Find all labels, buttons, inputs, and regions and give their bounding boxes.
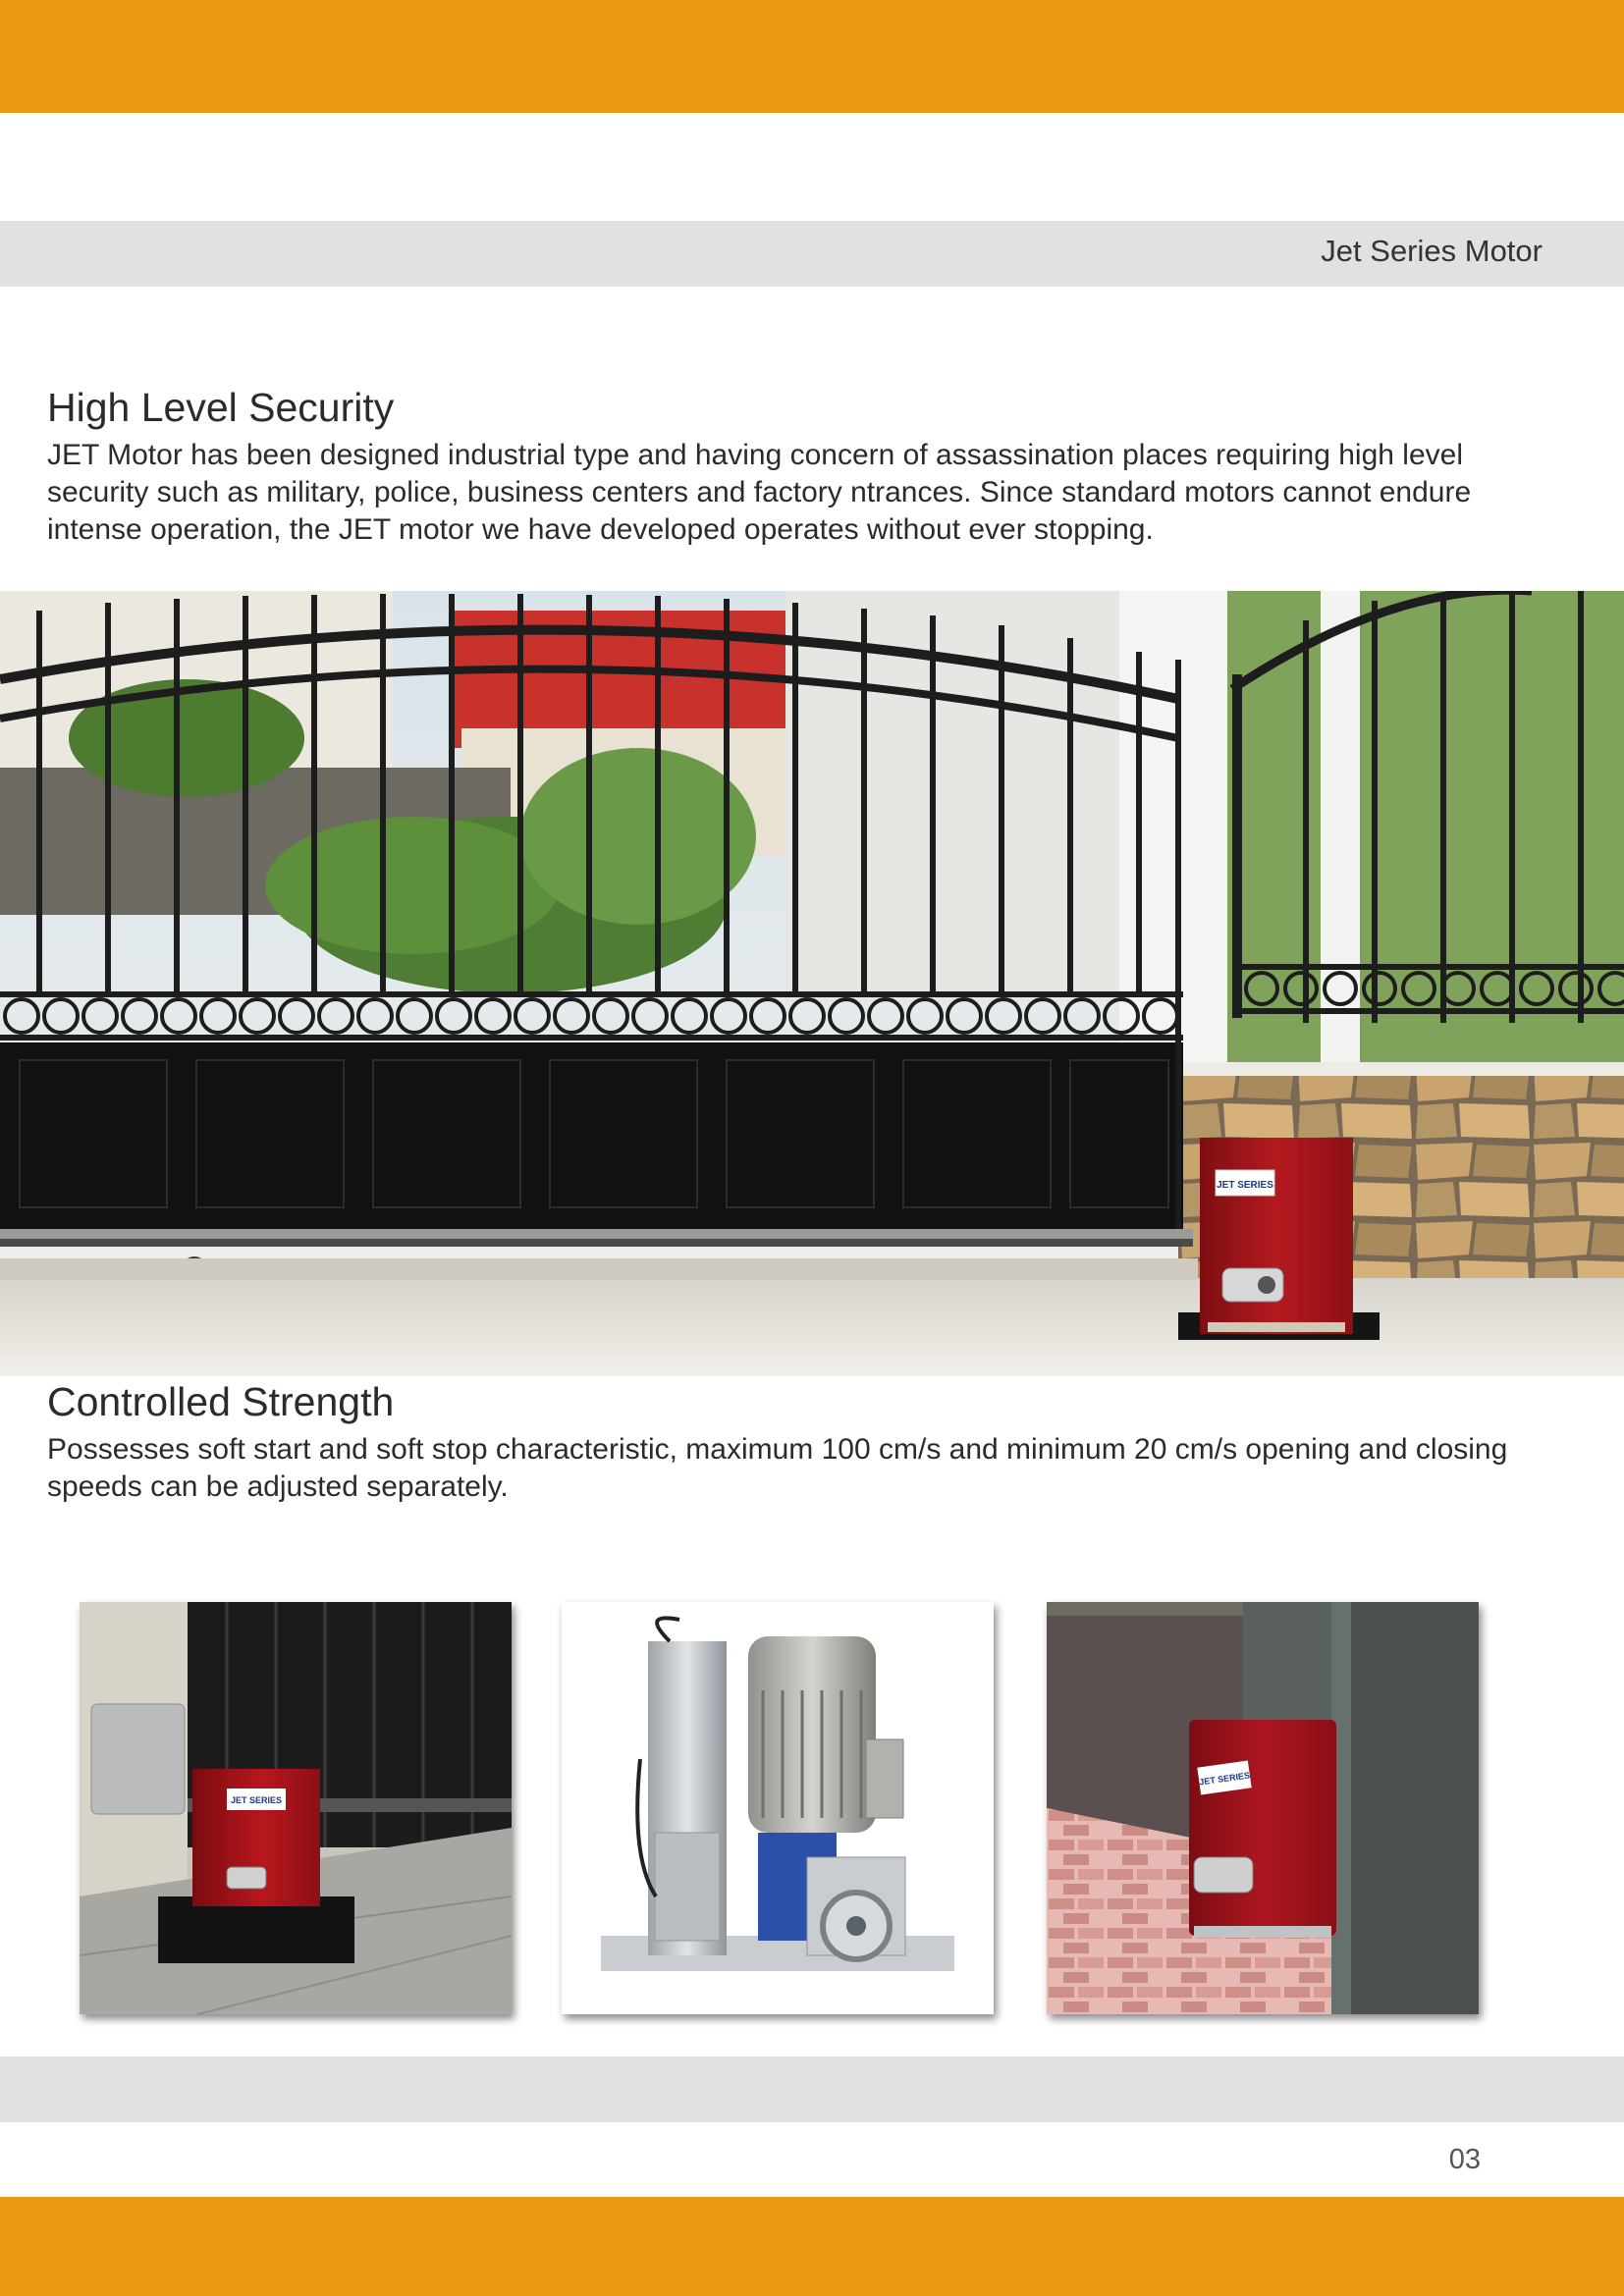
hero-gate-photo <box>0 591 1624 1376</box>
section-body-strength: Possesses soft start and soft stop characteristic, maximum 100 cm/s and minimum 20 cm/s opening and closing speeds can be adjusted separately. <box>47 1433 1508 1503</box>
top-accent-band <box>0 0 1624 113</box>
thumbnail-1-illustration <box>80 1602 512 2014</box>
thumb3-motor-label: JET SERIES <box>1198 1770 1251 1788</box>
page-number: 03 <box>1448 2144 1481 2175</box>
section-title-security: High Level Security <box>47 385 395 430</box>
thumb1-motor-label: JET SERIES <box>230 1795 283 1805</box>
jet-motor-unit <box>1178 1138 1380 1340</box>
header-title: Jet Series Motor <box>1321 234 1543 268</box>
bottom-accent-band <box>0 2197 1624 2296</box>
thumbnail-2-illustration <box>562 1602 994 2014</box>
footer-band <box>0 2056 1624 2122</box>
section-body-security: JET Motor has been designed industrial type and having concern of assassination places requiring high level security such as military, police, business centers and factory ntrances. Since standard motors cannot endure intense operation, the JET motor we have developed operates without ever stopping. <box>47 439 1472 546</box>
thumbnail-3-illustration <box>1047 1602 1479 2014</box>
thumbnail-motor-mechanism <box>562 1602 994 2014</box>
section-title-strength: Controlled Strength <box>47 1379 395 1424</box>
motor-label: JET SERIES <box>1217 1180 1273 1191</box>
hero-gate-illustration <box>0 591 1624 1376</box>
thumbnail-motor-beside-gate <box>1047 1602 1479 2014</box>
thumbnail-motor-installed <box>80 1602 512 2014</box>
